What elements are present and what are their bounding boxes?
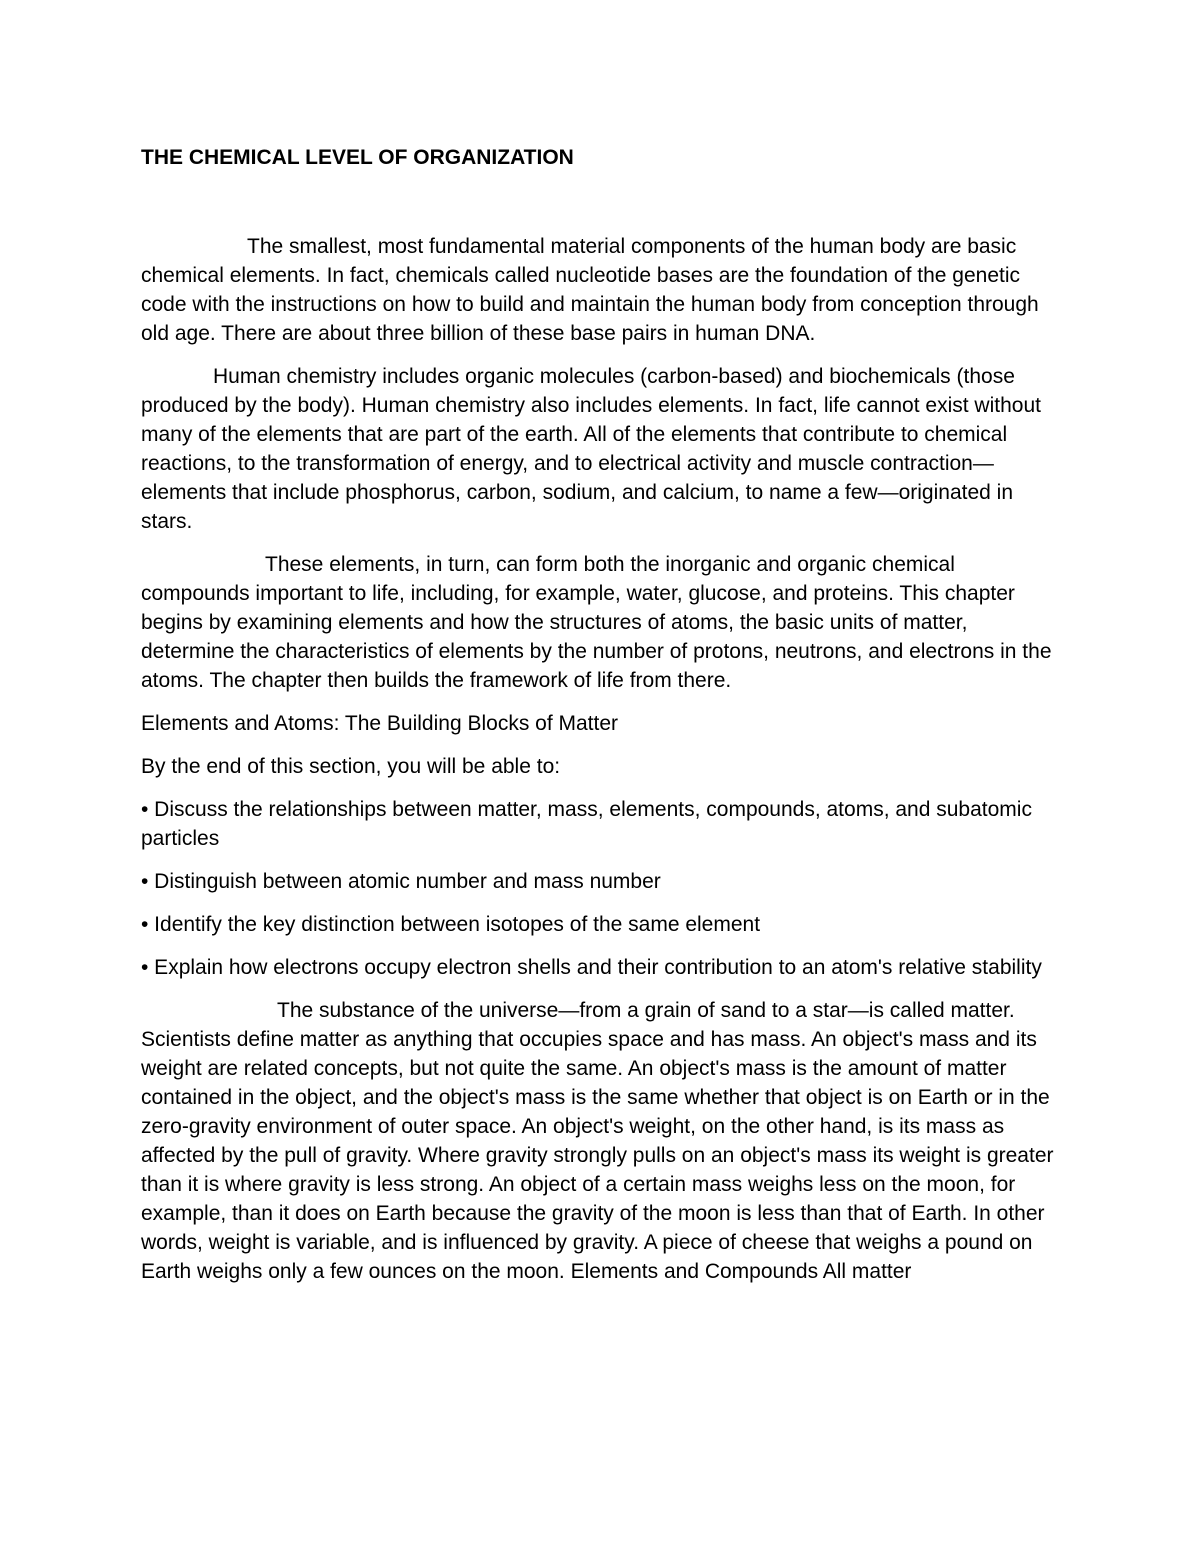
document-content [141, 143, 1061, 1300]
human-chemistry-paragraph: Human chemistry includes organic molecules (carbon-based) and biochemicals (those produced by the body). Human chemistry also includes elements. In fact, life cannot exist without many of the elements that are part of the earth. All of the elements that contribute to chemical reactions, to the transformation of energy, and to electrical activity and muscle contraction—elements that include phosphorus, carbon, sodium, and calcium, to name a few—originated in stars. [141, 365, 1041, 533]
objective-item: • Distinguish between atomic number and mass number [141, 870, 661, 893]
intro-paragraph: The smallest, most fundamental material components of the human body are basic chemical elements. In fact, chemicals called nucleotide bases are the foundation of the genetic code with the instructions on how to build and maintain the human body from conception through old age. There are about three billion of these base pairs in human DNA. [141, 235, 1039, 345]
objectives-intro: By the end of this section, you will be able to: [141, 755, 561, 778]
objective-item: • Identify the key distinction between isotopes of the same element [141, 913, 761, 936]
learning-objectives-list [141, 795, 1061, 982]
objective-item: • Explain how electrons occupy electron shells and their contribution to an atom's relative stability [141, 956, 1042, 979]
section-heading: Elements and Atoms: The Building Blocks of Matter [141, 712, 619, 735]
document-title: THE CHEMICAL LEVEL OF ORGANIZATION [141, 146, 574, 169]
objective-item: • Discuss the relationships between matter, mass, elements, compounds, atoms, and subatomic particles [141, 798, 1032, 850]
matter-paragraph: The substance of the universe—from a grain of sand to a star—is called matter. Scientists define matter as anything that occupies space and has mass. An object's mass and its weight are related concepts, but not quite the same. An object's mass is the amount of matter contained in the object, and the object's mass is the same whether that object is on Earth or in the zero-gravity environment of outer space. An object's weight, on the other hand, is its mass as affected by the pull of gravity. Where gravity strongly pulls on an object's mass its weight is greater than it is where gravity is less strong. An object of a certain mass weighs less on the moon, for example, than it does on Earth because the gravity of the moon is less than that of Earth. In other words, weight is variable, and is influenced by gravity. A piece of cheese that weighs a pound on Earth weighs only a few ounces on the moon. Elements and Compounds All matter [141, 999, 1054, 1283]
elements-compounds-paragraph: These elements, in turn, can form both the inorganic and organic chemical compounds important to life, including, for example, water, glucose, and proteins. This chapter begins by examining elements and how the structures of atoms, the basic units of matter, determine the characteristics of elements by the number of protons, neutrons, and electrons in the atoms. The chapter then builds the framework of life from there. [141, 553, 1052, 692]
